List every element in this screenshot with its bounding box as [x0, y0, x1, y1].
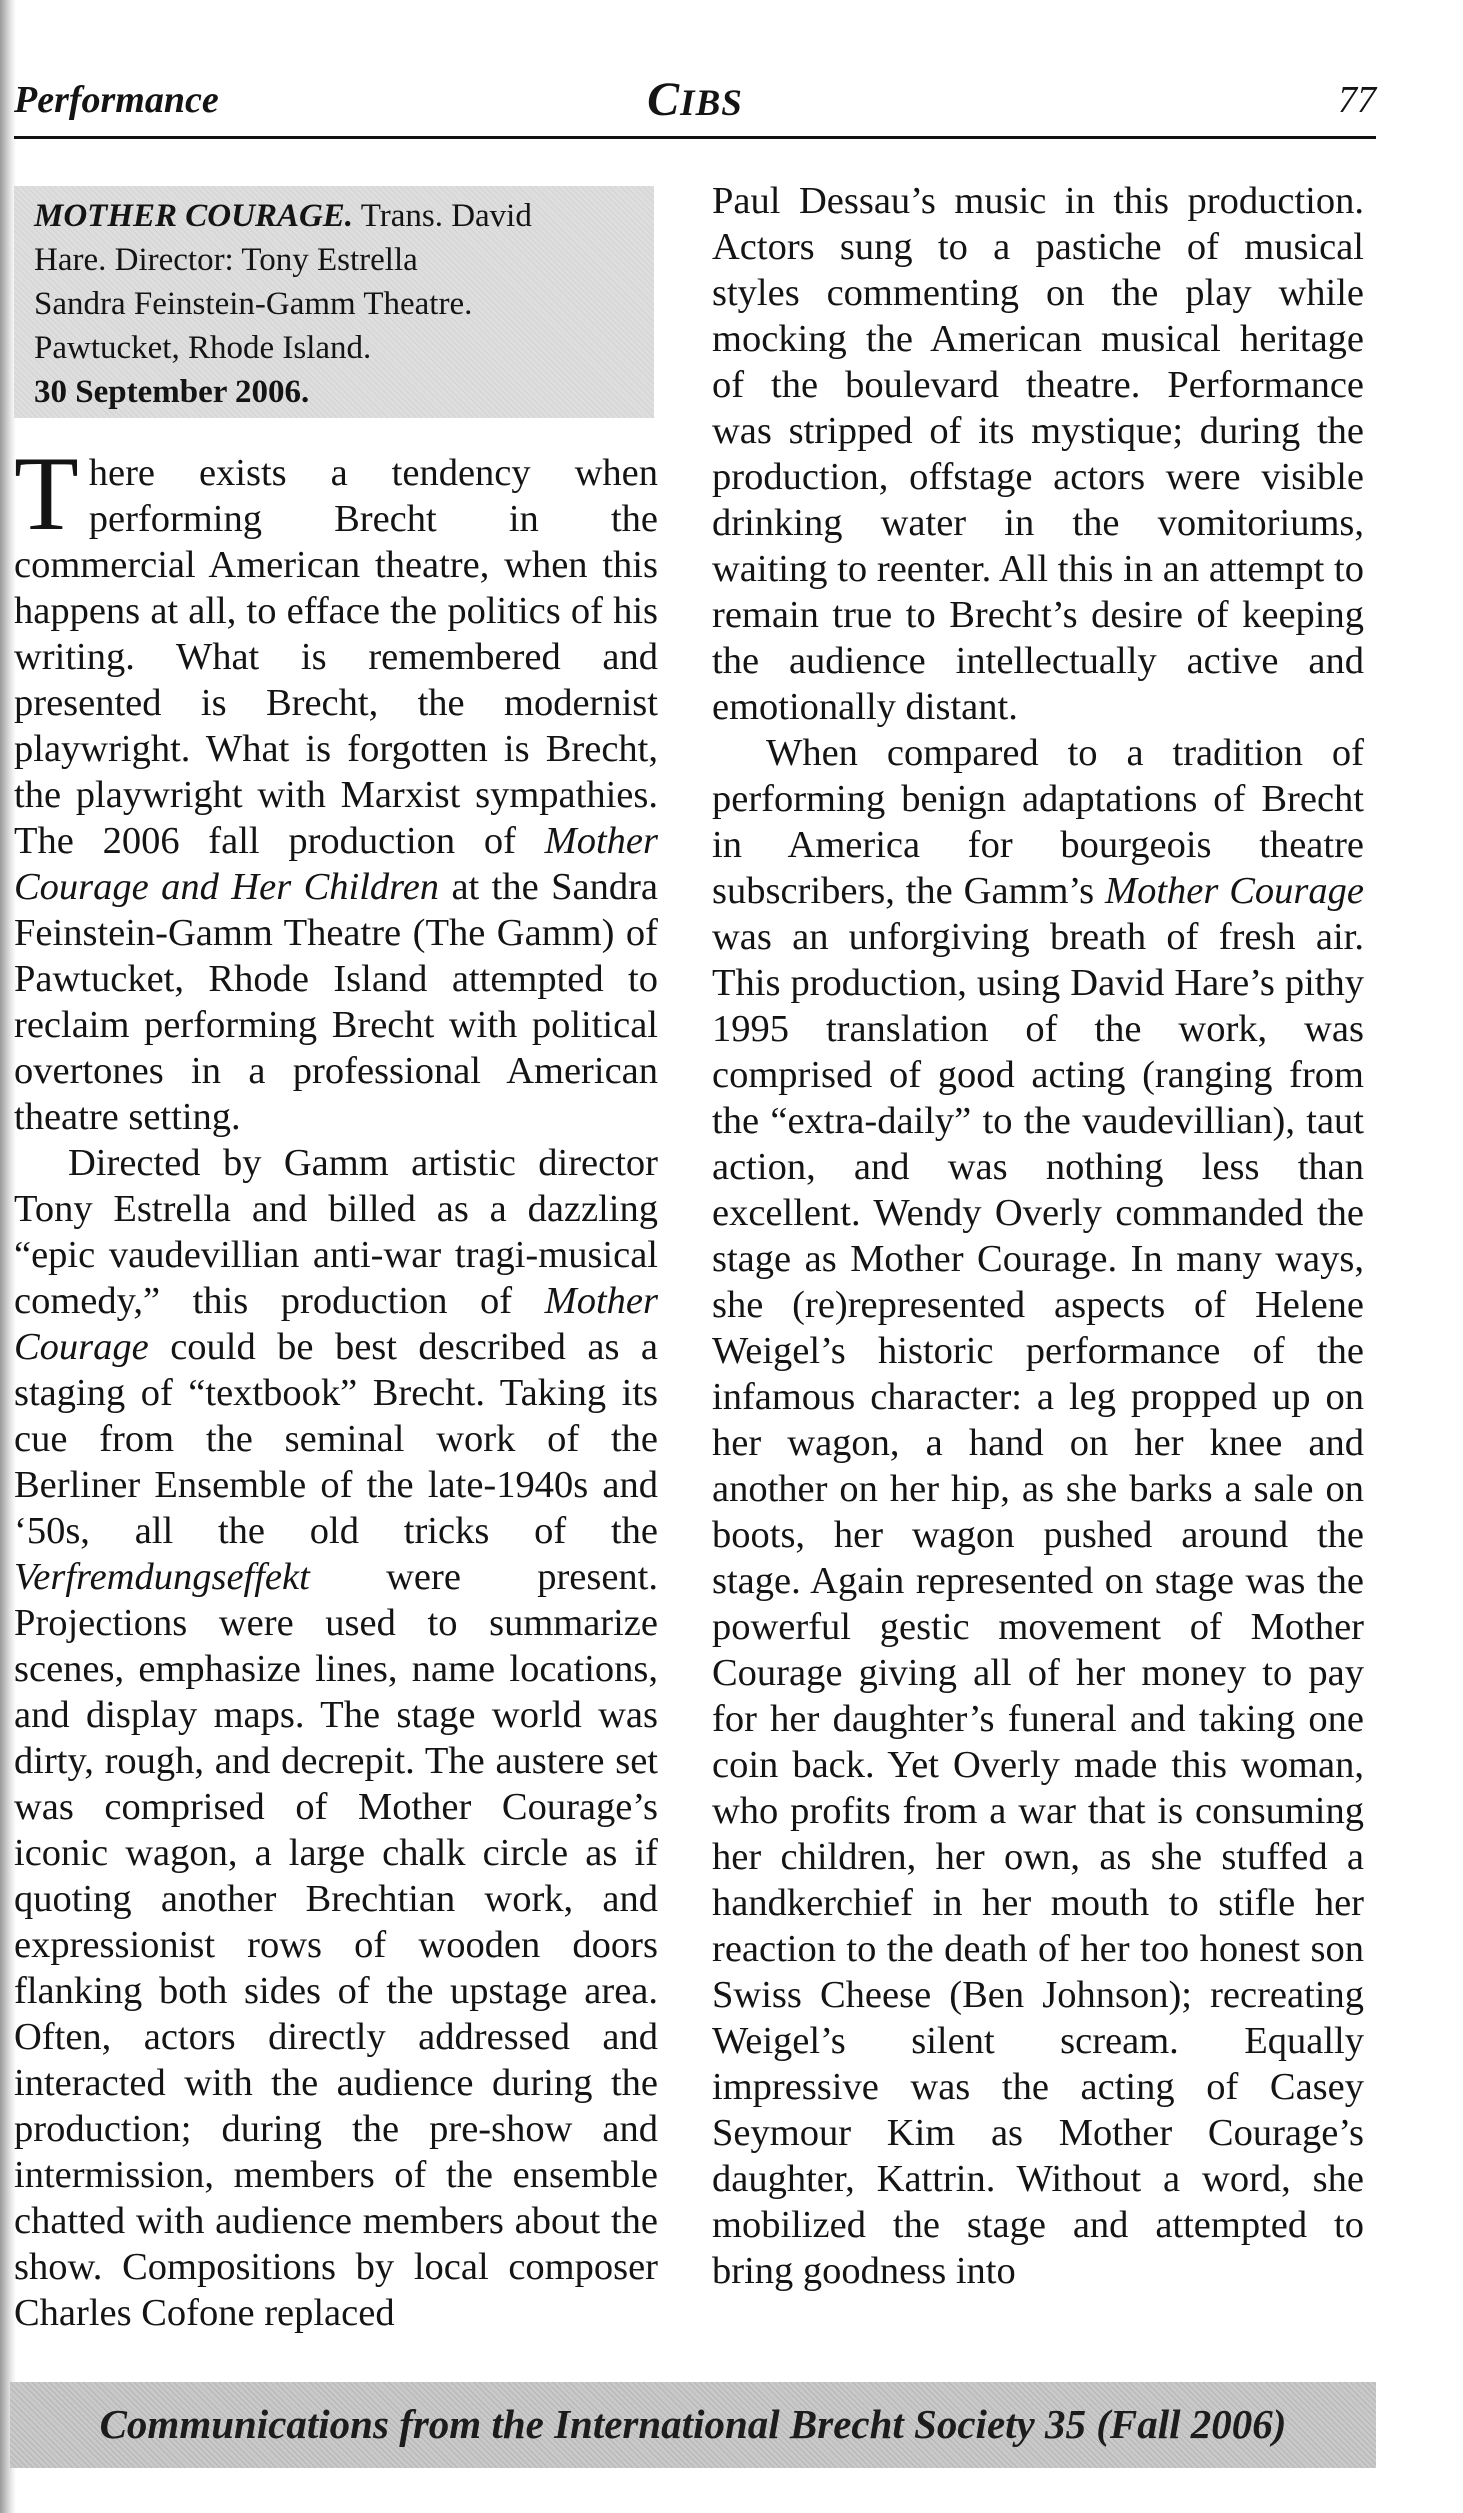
paragraph-3: Paul Dessau’s music in this production. Actors sung to a pastiche of musical styles commenting on the play while mocking the American musical heritage of the boulevard theatre. Performance was stripped of its mystique; during the production, offstage actors were visible drinking water in the vomitoriums, waiting to reenter. All this in an attempt to remain true to Brecht’s desire of keeping the audience intellectually active and emotionally distant.	[712, 180, 1364, 728]
info-venue: Sandra Feinstein-Gamm Theatre.	[34, 286, 473, 322]
italic-term: Verfremdungseffekt	[14, 1556, 310, 1598]
production-info-box	[14, 186, 654, 418]
info-translator: Trans. David	[353, 198, 532, 234]
performance-date: 30 September 2006.	[34, 374, 310, 410]
paragraph-1: There exists a tendency when performing Brecht in the commercial American theatre, when this happens at all, to efface the politics of his writing. What is remembered and presented is Brecht, the modernist playwright. What is forgotten is Brecht, the playwright with Marxist sympathies. The 2006 fall production of Mother Courage and Her Children at the Sandra Feinstein-Gamm Theatre (The Gamm) of Pawtucket, Rhode Island attempted to reclaim performing Brecht with political overtones in a professional American theatre setting.	[14, 435, 659, 1138]
journal-citation: Communications from the International Brecht Society 35 (Fall 2006)	[99, 2401, 1287, 2447]
play-title: MOTHER COURAGE.	[34, 198, 354, 234]
info-location: Pawtucket, Rhode Island.	[34, 330, 372, 366]
section-title: Performance	[14, 79, 219, 121]
paragraph-4: When compared to a tradition of performing benign adaptations of Brecht in America for bourgeois theatre subscribers, the Gamm’s Mother Courage was an unforgiving breath of fresh air. This production, using David Hare’s pithy 1995 translation of the work, was comprised of good acting (ranging from the “extra-daily” to the vaudevillian), taut action, and was nothing less than excellent. Wendy Overly commanded the stage as Mother Courage. In many ways, she (re)represented aspects of Helene Weigel’s historic performance of the infamous character: a leg propped up on her wagon, a hand on her knee and another on her hip, as she barks a sale on boots, her wagon pushed around the stage. Again represented on stage was the powerful gestic movement of Mother Courage giving all of her money to pay for her daughter’s funeral and taking one coin back. Yet Overly made this woman, who profits from a war that is consuming her children, her own, as she stuffed a handkerchief in her mouth to stifle her reaction to the death of her too honest son Swiss Cheese (Ben Johnson); recreating Weigel’s silent scream. Equally impressive was the acting of Casey Seymour Kim as Mother Courage’s daughter, Kattrin. Without a word, she mobilized the stage and attempted to bring goodness into	[712, 732, 1364, 2292]
journal-name-rest: IBS	[680, 83, 743, 124]
italic-title: Mother Courage	[14, 1280, 658, 1368]
drop-cap: T	[14, 435, 79, 552]
journal-name-initial: C	[647, 73, 681, 126]
page-number: 77	[1338, 79, 1376, 121]
right-column	[712, 178, 1364, 2294]
paragraph-2: Directed by Gamm artistic director Tony Estrella and billed as a dazzling “epic vaudevillian anti-war tragi-musical comedy,” this production of Mother Courage could be best described as a staging of “textbook” Brecht. Taking its cue from the seminal work of the Berliner Ensemble of the late-1940s and ‘50s, all the old tricks of the Verfremdungseffekt were present. Projections were used to summarize scenes, emphasize lines, name locations, and display maps. The stage world was dirty, rough, and decrepit. The austere set was comprised of Mother Courage’s iconic wagon, a large chalk circle as if quoting another Brechtian work, and expressionist rows of wooden doors flanking both sides of the upstage area. Often, actors directly addressed and interacted with the audience during the production; during the pre-show and intermission, members of the ensemble chatted with audience members about the show. Compositions by local composer Charles Cofone replaced	[14, 1142, 658, 2334]
info-line-1	[34, 194, 642, 238]
journal-name	[14, 72, 1376, 127]
running-header	[14, 70, 1376, 139]
left-column	[14, 435, 659, 2336]
italic-title: Mother Courage and Her Children	[14, 820, 658, 908]
italic-title: Mother Courage	[1105, 870, 1364, 912]
info-line-2: Hare. Director: Tony Estrella	[34, 242, 418, 278]
running-footer	[10, 2382, 1376, 2468]
